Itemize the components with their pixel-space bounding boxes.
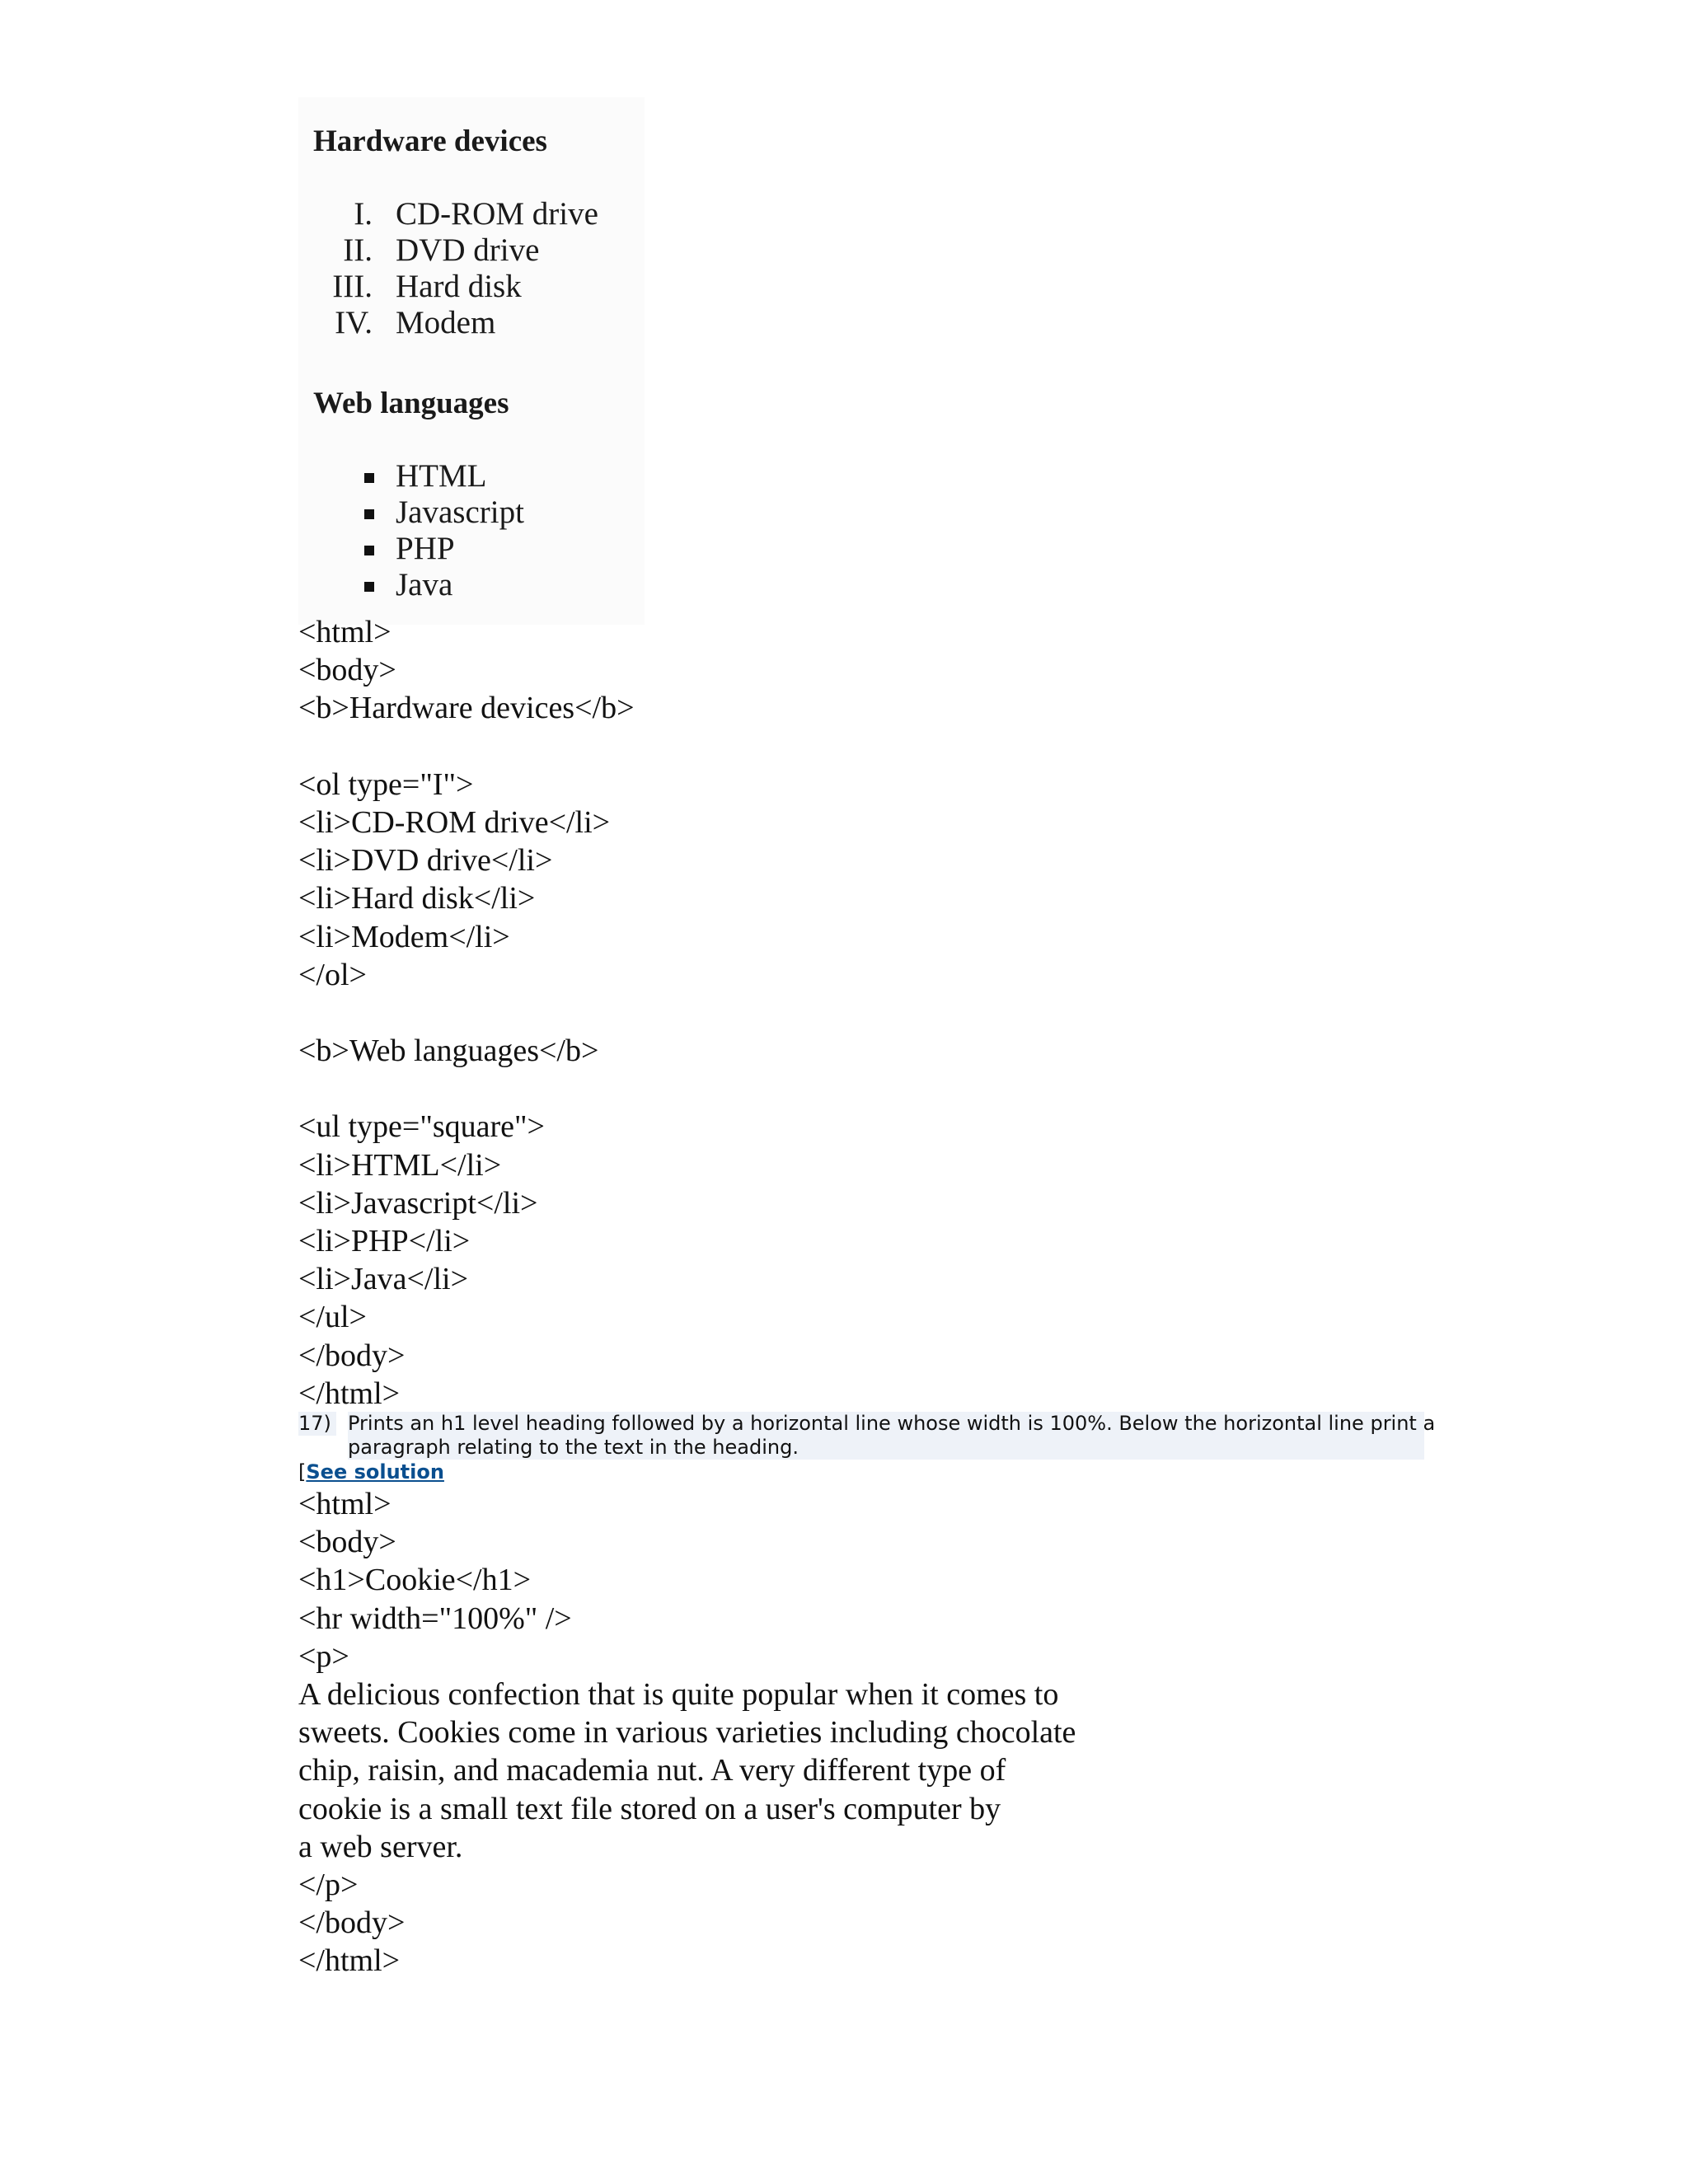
code-line: <b>Hardware devices</b> xyxy=(298,691,635,726)
rendered-output-screenshot xyxy=(298,97,645,625)
code-line xyxy=(298,728,1370,766)
code-line: <b>Web languages</b> xyxy=(298,1033,599,1069)
square-bullet-icon xyxy=(364,473,374,483)
code-listing-lists xyxy=(298,613,1370,1413)
code-line: </html> xyxy=(298,1376,401,1411)
code-line: chip, raisin, and macademia nut. A very different type of xyxy=(298,1753,1006,1788)
list-item xyxy=(298,269,628,305)
code-line: </body> xyxy=(298,1905,406,1941)
roman-numeral-marker: I. xyxy=(354,196,373,232)
code-line: <li>HTML</li> xyxy=(298,1147,502,1183)
list-item-text: Java xyxy=(396,567,453,602)
code-line: </html> xyxy=(298,1943,401,1979)
list-item xyxy=(298,458,628,494)
code-line: <li>DVD drive</li> xyxy=(298,843,553,879)
code-line: <p> xyxy=(298,1638,349,1674)
list-item-text: Modem xyxy=(396,305,496,340)
rendered-heading-hardware: Hardware devices xyxy=(313,124,547,158)
code-line: </body> xyxy=(298,1338,406,1373)
code-line: <html> xyxy=(298,1487,392,1521)
roman-numeral-marker: III. xyxy=(332,269,373,304)
list-item-text: HTML xyxy=(396,458,487,494)
code-line: <html> xyxy=(298,615,392,649)
code-line: <li>CD-ROM drive</li> xyxy=(298,804,611,840)
square-bullet-icon xyxy=(364,582,374,592)
code-line: <li>Java</li> xyxy=(298,1262,469,1297)
code-line: <hr width="100%" /> xyxy=(298,1601,572,1636)
question-text xyxy=(348,1412,1436,1460)
list-item-text: CD-ROM drive xyxy=(396,196,598,232)
list-item-text: Hard disk xyxy=(396,269,522,304)
question-text-line: paragraph relating to the text in the heading. xyxy=(348,1436,799,1459)
list-item xyxy=(298,305,628,341)
list-item xyxy=(298,196,628,232)
see-solution-link[interactable]: See solution xyxy=(306,1460,444,1483)
code-line: sweets. Cookies come in various varieties including chocolate xyxy=(298,1715,1076,1750)
solution-link-line xyxy=(298,1460,444,1484)
list-item xyxy=(298,531,628,567)
roman-numeral-marker: II. xyxy=(343,232,373,268)
code-line: <ul type="square"> xyxy=(298,1109,545,1145)
list-item-text: DVD drive xyxy=(396,232,540,268)
square-bullet-icon xyxy=(364,509,374,519)
list-item-text: PHP xyxy=(396,531,455,566)
square-bullet-icon xyxy=(364,546,374,555)
list-item xyxy=(298,494,628,531)
rendered-ordered-list xyxy=(298,196,628,341)
code-line: </p> xyxy=(298,1867,359,1902)
list-item xyxy=(298,232,628,269)
code-line: <li>Hard disk</li> xyxy=(298,881,536,916)
code-line: <ol type="I"> xyxy=(298,766,474,802)
question-text-line: Prints an h1 level heading followed by a horizontal line whose width is 100%. Below the horizontal line print a xyxy=(348,1412,1436,1435)
rendered-heading-web-languages: Web languages xyxy=(313,387,509,420)
code-line: A delicious confection that is quite popular when it comes to xyxy=(298,1676,1059,1712)
code-line: a web server. xyxy=(298,1829,463,1864)
code-line: <h1>Cookie</h1> xyxy=(298,1563,532,1598)
code-line: <li>Javascript</li> xyxy=(298,1185,538,1221)
code-listing-cookie xyxy=(298,1485,1370,1980)
question-number: 17) xyxy=(298,1412,336,1436)
code-line: <body> xyxy=(298,653,396,688)
code-line: </ol> xyxy=(298,957,367,992)
code-line: <li>Modem</li> xyxy=(298,919,510,954)
code-line: <body> xyxy=(298,1525,396,1560)
rendered-unordered-list xyxy=(298,458,628,603)
roman-numeral-marker: IV. xyxy=(335,305,373,340)
code-line: </ul> xyxy=(298,1300,367,1335)
code-line xyxy=(298,1070,1370,1108)
code-line xyxy=(298,994,1370,1032)
code-line: <li>PHP</li> xyxy=(298,1224,471,1258)
bracket-text: [ xyxy=(298,1460,307,1483)
list-item-text: Javascript xyxy=(396,494,524,530)
list-item xyxy=(298,567,628,603)
code-line: cookie is a small text file stored on a user's computer by xyxy=(298,1791,1001,1826)
